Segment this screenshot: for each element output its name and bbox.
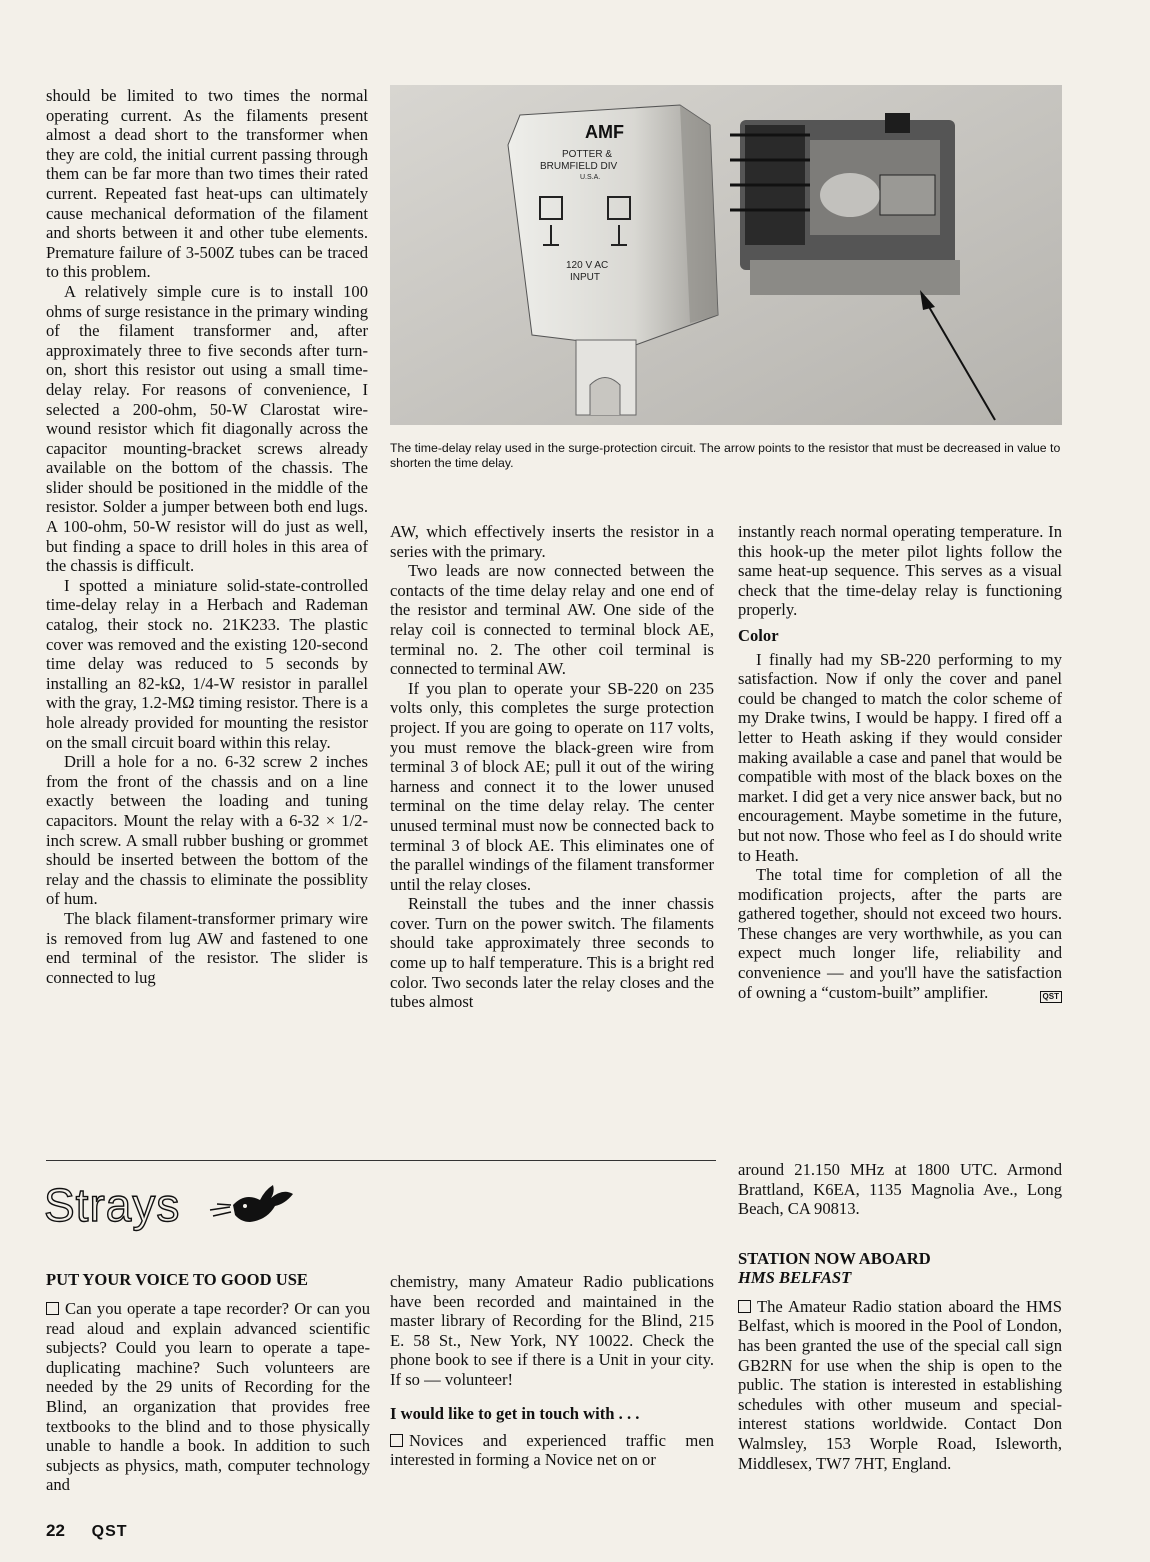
photo-caption: The time-delay relay used in the surge-protection circuit. The arrow points to the resistor that must be decreased in value to shorten the time delay. [390, 441, 1061, 470]
relay-photo-illustration [390, 85, 1062, 425]
section-divider [46, 1160, 716, 1161]
strays-heading: I would like to get in touch with . . . [390, 1403, 640, 1423]
cover-text: U.S.A. [580, 174, 601, 181]
paragraph-text: Can you operate a tape recorder? Or can you read aloud and explain advanced scientific subjects? Could you learn to operate a tape-duplicating machine? Such volunteers are needed by the 29 units of Recording for the Blind, an organization that provides free textbooks to the blind and to those physically unable to handle a book. In addition to such subjects as physics, math, computer technology and [46, 1299, 370, 1495]
paragraph: Drill a hole for a no. 6-32 screw 2 inches from the front of the chassis and on a line exactly between the loading and tuning capacitors. Mount the relay with a 6-32 × 1/2-inch screw. A small rubber bushing or grommet should be inserted between the bottom of the relay and the chassis to eliminate the possiblity of hum. [46, 752, 368, 909]
cover-text: 120 V AC [566, 260, 609, 271]
paragraph: The total time for completion of all the modification projects, after the parts are gathered together, should not exceed two hours. These changes are very worthwhile, as you can expect much longer life, reliability and convenience — and you'll have the satisfaction of owning a “custom-built” amplifier. [738, 865, 1062, 1002]
paragraph: chemistry, many Amateur Radio publications have been recorded and maintained in the master library of Recording for the Blind, 215 E. 58 St., New York, NY 10022. Check the phone book to see if there is a Unit in your city. If so — volunteer! [390, 1272, 714, 1389]
cover-text: BRUMFIELD DIV [540, 161, 618, 172]
page-footer [46, 1521, 128, 1541]
cat-icon [205, 1180, 300, 1230]
column-2 [390, 522, 714, 1012]
paragraph: The black filament-transformer primary wire is removed from lug AW and fastened to one end terminal of the resistor. The slider is connected to lug [46, 908, 368, 987]
cover-text: INPUT [570, 272, 600, 283]
section-heading: Color [738, 625, 779, 645]
paragraph-text: Novices and experienced traffic men interested in forming a Novice net on or [390, 1430, 714, 1470]
paragraph: A relatively simple cure is to install 100 ohms of surge resistance in the primary winding of the filament transformer and, after approximately three to five seconds after turn-on, short this resistor out using a small time-delay relay. For reasons of convenience, I selected a 200-ohm, 50-W Clarostat wire-wound resistor which fit diagonally across the capacitor mounting-bracket screws already available on the bottom of the chassis. The slider should be positioned in the middle of the resistor. Solder a jumper between both end lugs. A 100-ohm, 50-W resistor will do just as well, but finding a space to drill holes in this area of the chassis is difficult. [46, 281, 368, 576]
strays-column-2 [390, 1272, 714, 1470]
strays-heading: STATION NOW ABOARD [738, 1248, 931, 1268]
qst-end-mark: QST [1040, 991, 1062, 1003]
strays-title: Strays [44, 1179, 181, 1231]
magazine-logo: QST [91, 1523, 128, 1540]
paragraph: around 21.150 MHz at 1800 UTC. Armond Brattland, K6EA, 1135 Magnolia Ave., Long Beach, CA 90813. [738, 1160, 1062, 1219]
column-1 [46, 86, 368, 987]
page-number: 22 [46, 1521, 65, 1540]
strays-heading: PUT YOUR VOICE TO GOOD USE [46, 1270, 308, 1289]
cover-logo: AMF [585, 122, 624, 142]
paragraph: I spotted a miniature solid-state-controlled time-delay relay in a Herbach and Rademan catalog, their stock no. 21K233. The plastic cover was removed and the existing 120-second time delay was reduced to 5 seconds by installing an 82-kΩ, 1/4-W resistor in parallel with the gray, 1.2-MΩ timing resistor. There is a hole already provided for mounting the resistor on the small circuit board within this relay. [46, 575, 368, 752]
relay-photo [390, 85, 1062, 425]
strays-column-1 [46, 1270, 370, 1495]
strays-heading-ship: HMS BELFAST [738, 1267, 852, 1287]
paragraph: instantly reach normal operating temperature. In this hook-up the meter pilot lights follow the same heat-up sequence. This serves as a visual check that the time-delay relay is functioning properly. [738, 522, 1062, 620]
paragraph: should be limited to two times the normal operating current. As the filaments present almost a dead short to the transformer when they are cold, the initial current passing through them can be far more than two times their rated current. Repeated fast heat-ups can ultimately cause mechanical deformation of the filament and shorts between it and other tube elements. Premature failure of 3-500Z tubes can be traced to this problem. [46, 86, 368, 282]
paragraph [46, 1299, 370, 1495]
paragraph: If you plan to operate your SB-220 on 235 volts only, this completes the surge protection project. If you are going to operate on 117 volts, you must remove the black-green wire from terminal 3 of block AE; pull it out of the wiring harness and connect it to the lower unused terminal on the time delay relay. The center unused terminal must now be connected back to terminal 3 of block AE. This eliminates one of the parallel windings of the filament transformer until the relay closes. [390, 678, 714, 894]
strays-column-3 [738, 1160, 1062, 1473]
column-3 [738, 522, 1062, 1004]
square-bullet-icon [46, 1302, 59, 1315]
square-bullet-icon [738, 1300, 751, 1313]
paragraph: Reinstall the tubes and the inner chassis cover. Turn on the power switch. The filaments should take approximately three seconds to come up to half temperature. This is a bright red color. Two seconds later the relay closes and the tubes almost [390, 894, 714, 1012]
square-bullet-icon [390, 1434, 403, 1447]
paragraph: Two leads are now connected between the contacts of the time delay relay and one end of the resistor and terminal AW. One side of the relay coil is connected to terminal block AE, terminal no. 2. The other coil terminal is connected to terminal AW. [390, 561, 714, 679]
paragraph: AW, which effectively inserts the resistor in a series with the primary. [390, 522, 714, 561]
paragraph [390, 1431, 714, 1470]
paragraph-text: The Amateur Radio station aboard the HMS Belfast, which is moored in the Pool of London, has been granted the use of the special call sign GB2RN for use when the ship is open to the public. The station is interested in establishing schedules with other museum and special-interest stations worldwide. Contact Don Walmsley, 153 Worple Road, Isleworth, Middlesex, TW7 7HT, England. [738, 1296, 1062, 1473]
paragraph: I finally had my SB-220 performing to my satisfaction. Now if only the cover and panel could be changed to match the color scheme of my Drake twins, I would be happy. I fired off a letter to Heath asking if they would consider making available a case and panel that would be compatible with most of the black boxes on the market. I did get a very nice answer back, but no encouragement. Maybe sometime in the future, but not now. Those who feel as I do should write to Heath. [738, 649, 1062, 865]
paragraph [738, 1297, 1062, 1473]
cover-text: POTTER & [562, 149, 613, 160]
